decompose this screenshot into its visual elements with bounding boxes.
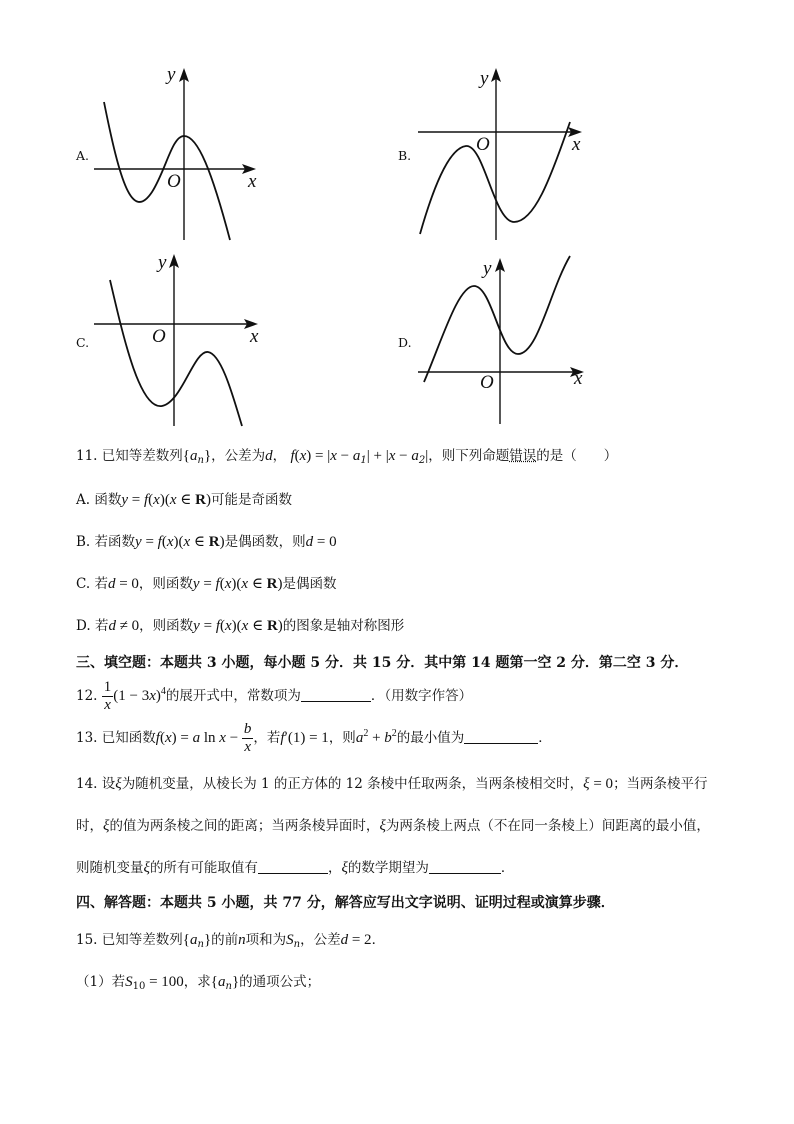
q11-option-c[interactable]: C. 若d = 0，则函数y = f(x)(x ∈ R)是偶函数 [76, 576, 337, 592]
origin-label: O [476, 134, 490, 155]
option-d-label: D. [398, 335, 412, 350]
answer-blank[interactable] [301, 689, 371, 702]
origin-label: O [167, 171, 181, 192]
emphasis-text: 错误 [509, 448, 537, 464]
question-14-line-1: 14. 设ξ为随机变量，从棱长为 1 的正方体的 12 条棱中任取两条，当两条棱相交时，ξ = 0；当两条棱平行 [76, 776, 708, 792]
x-label: x [248, 171, 257, 192]
section-4-heading: 四、解答题：本题共 5 小题，共 77 分，解答应写出文字说明、证明过程或演算步骤． [76, 895, 615, 911]
curve [110, 280, 242, 426]
emphasis-wrong [509, 448, 536, 464]
option-a-label: A. [76, 148, 90, 163]
fraction-b-over-x: $\frac{b}{x}$ [243, 721, 252, 755]
section-3-heading: 三、填空题：本题共 3 小题，每小题 5 分．共 15 分．其中第 14 题第一空 2 分．第二空 3 分． [76, 655, 689, 671]
answer-blank[interactable] [429, 861, 501, 874]
question-14-line-2: 时，ξ的值为两条棱之间的距离；当两条棱异面时，ξ为两条棱上两点（不在同一条棱上）间距离的最小值， [76, 818, 710, 834]
answer-blank[interactable] [258, 861, 328, 874]
question-12: 12. $\frac{1}{x}$ $(1 - 3x)^4$的展开式中，常数项为 ．（用数字作答） [76, 679, 473, 713]
y-label: y [167, 64, 176, 85]
question-11: 11. 已知等差数列$\{a_n\}$，公差为d， $f(x) = |x - a_1| + |x - a_2|$，则下列命题错误的是（ ） [76, 448, 618, 466]
y-label: y [480, 68, 489, 89]
q11-option-a[interactable]: A. 函数y = f(x)(x ∈ R)可能是奇函数 [76, 492, 292, 508]
q11-option-d[interactable]: D. 若d ≠ 0，则函数y = f(x)(x ∈ R)的图象是轴对称图形 [76, 618, 405, 634]
question-15-part-1: （1）若$S_{10} = 100$，求$\{a_n\}$的通项公式； [76, 974, 321, 992]
y-label: y [158, 252, 167, 273]
graph-c [90, 250, 270, 434]
curve [420, 122, 570, 234]
x-label: x [250, 326, 259, 347]
option-b-label: B. [398, 148, 412, 163]
origin-label: O [152, 326, 166, 347]
fraction-1-over-x: $\frac{1}{x}$ [103, 679, 112, 713]
answer-blank[interactable] [464, 731, 538, 744]
curve [424, 256, 570, 382]
graph-b [410, 62, 590, 248]
option-c-label: C. [76, 335, 90, 350]
x-label: x [574, 368, 583, 389]
q11-option-b[interactable]: B. 若函数y = f(x)(x ∈ R)是偶函数，则d = 0 [76, 534, 337, 550]
graph-d [410, 250, 595, 434]
question-13: 13. 已知函数f(x) = a ln x − $\frac{b}{x}$ ，若f′(1) = 1，则$a^2 + b^2$的最小值为 ． [76, 721, 552, 755]
x-label: x [572, 134, 581, 155]
y-label: y [483, 258, 492, 279]
graph-a [90, 62, 270, 248]
origin-label: O [480, 372, 494, 393]
question-15: 15. 已知等差数列$\{a_n\}$的前n项和为$S_n$，公差d = 2． [76, 932, 386, 950]
question-14-line-3: 则随机变量ξ的所有可能取值有 ，ξ的数学期望为 ． [76, 860, 515, 876]
